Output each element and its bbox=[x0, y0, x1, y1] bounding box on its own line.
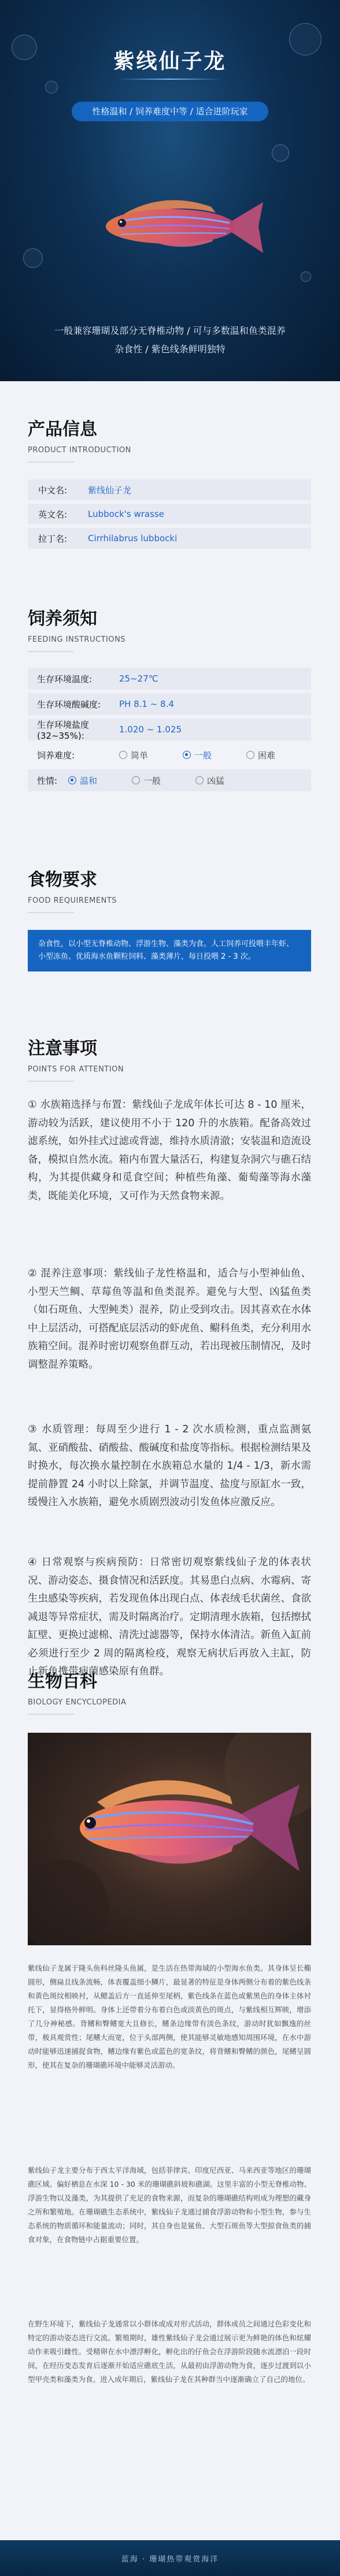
feeding-row bbox=[28, 668, 311, 690]
bio-paragraph: 紫线仙子龙属于隆头鱼科丝隆头鱼属，是生活在热带海域的小型海水鱼类。其身体呈长椭圆形，侧扁且线条流畅，体表覆盖细小鳞片，最显著的特征是身体两侧分布着的紫色线条和黄色斑纹相映衬，从鳃盖后方一直延伸至尾柄，紫色线条在蓝色或紫黑色的身体主体衬托下，显得格外鲜明。身体上还带着分布着白色或淡黄色的斑点，与紫线相互辉映，增添了几分神秘感。背鳍和臀鳍宽大且修长，鳍条边缘带有淡色条纹，游动时犹如飘逸的丝带，极具观赏性；尾鳍大而宽，位于头部两侧，使其能够灵敏地感知周围环境，在水中游动时能够迅速捕捉食物，鳍边缘有紫色或蓝色的宽条纹，将背鳍和臀鳍的颜色，尾鳍呈圆形，使其在复杂的珊瑚礁环境中能够灵活游动。 bbox=[28, 1964, 311, 2069]
difficulty-option-easy[interactable] bbox=[119, 749, 148, 761]
divider bbox=[28, 651, 74, 652]
temperament-row bbox=[28, 769, 311, 791]
divider bbox=[28, 1714, 74, 1715]
row-label: 生存环境温度: bbox=[37, 673, 93, 684]
bubble bbox=[23, 248, 43, 268]
temperament-option-normal[interactable] bbox=[132, 775, 161, 787]
row-label: 拉丁名: bbox=[38, 533, 68, 544]
feeding-table bbox=[28, 668, 311, 795]
feeding-row bbox=[28, 719, 311, 740]
option-label: 凶猛 bbox=[207, 775, 225, 786]
hero-title: 紫线仙子龙 bbox=[113, 50, 227, 73]
option-label: 简单 bbox=[131, 750, 149, 761]
hero-description-1: 一般兼容珊瑚及部分无脊椎动物 / 可与多数温和鱼类混养 bbox=[54, 325, 286, 336]
option-label: 一般 bbox=[194, 750, 212, 761]
fish-photo-illustration bbox=[28, 1733, 311, 1945]
radio-icon bbox=[195, 776, 204, 784]
row-value: Cirrhilabrus lubbocki bbox=[88, 533, 178, 544]
bio-paragraph: 紫线仙子龙主要分布于西太平洋海域，包括菲律宾、印度尼西亚、马来西亚等地区的珊瑚礁区域。偏好栖息在水深 10 - 30 米的珊瑚礁斜坡和礁湖。这里丰富的小型无脊椎动物、浮游生物以及藻类，为其提供了充足的食物来源，而复杂的珊瑚礁结构则成为理想的藏身之所和繁殖地。在珊瑚礁生态系统中，紫线仙子龙通过捕食浮游动物和小型生物，参与生态系统的物质循环和能量流动；同时，其自身也是鲨鱼、大型石斑鱼等大型掠食鱼类的捕食对象，在食物链中占据重要位置。 bbox=[28, 2166, 311, 2244]
info-row bbox=[28, 528, 311, 549]
hero-banner bbox=[0, 0, 340, 381]
temperament-option-fierce[interactable] bbox=[195, 775, 224, 787]
row-label: 英文名: bbox=[38, 509, 68, 520]
section-subtitle: FOOD REQUIREMENTS bbox=[28, 896, 117, 905]
section-title: 产品信息 bbox=[28, 419, 97, 440]
footer bbox=[0, 2540, 340, 2576]
note-paragraph: ① 水族箱选择与布置：紫线仙子龙成年体长可达 8 - 10 厘米，游动较为活跃，建议使用不小于 120 升的水族箱。配备高效过滤系统，如外挂式过滤或背滤，维持水质清澈；安装温和造流设备，模拟自然水流。箱内布置大量活石，构建复杂洞穴与礁石结构，为其提供藏身和觅食空间；种植些角藻、葡萄藻等海水藻类，既能美化环境，又可作为天然食物来源。 bbox=[28, 1099, 311, 1202]
row-label: 生存环境盐度(32~35%): bbox=[37, 719, 90, 741]
note-paragraph: ② 混养注意事项：紫线仙子龙性格温和，适合与小型神仙鱼、小型天竺鲷、草莓鱼等温和鱼类混养。避免与大型、凶猛鱼类（如石斑鱼、大型鲀类）混养，防止受到攻击。因其喜欢在水体中上层活动，可搭配底层活动的虾虎鱼、鳚科鱼类，充分利用水族箱空间。混养时密切观察鱼群互动，若出现被压制情况，及时调整混养策略。 bbox=[28, 1268, 311, 1371]
row-label: 中文名: bbox=[38, 485, 68, 496]
row-value: PH 8.1 ~ 8.4 bbox=[119, 699, 174, 709]
bio-paragraph: 在野生环境下，紫线仙子龙通常以小群体或成对形式活动，群体成员之间通过色彩变化和特定的游动姿态进行交流。繁殖期时，雄性紫线仙子龙会通过展示更为鲜艳的体色和炫耀动作来吸引雌性。受精卵在水中漂浮孵化，孵化出的仔鱼会在浮游阶段随水流漂泊一段时间，在经历变态发育后逐渐开始适应礁底生活，从最初由浮游动物为食，逐步过渡到以小型甲壳类和藻类为食。进入成年期后，紫线仙子龙在其种群当中逐渐确立了自己的地位。 bbox=[28, 2320, 311, 2384]
hero-description-2: 杂食性 / 紫色线条鲜明独特 bbox=[114, 344, 226, 355]
footer-text: 蓝海 · 珊瑚热带观赏海洋 bbox=[121, 2555, 219, 2564]
row-label: 饲养难度: bbox=[37, 750, 75, 761]
bio-section bbox=[0, 1667, 340, 1715]
difficulty-row bbox=[28, 744, 311, 766]
bubble bbox=[45, 81, 58, 94]
divider bbox=[28, 1081, 74, 1082]
divider bbox=[28, 461, 74, 463]
row-label: 性情: bbox=[37, 775, 58, 786]
food-section bbox=[0, 865, 340, 913]
fish-photo bbox=[28, 1733, 311, 1945]
product-info-section bbox=[0, 415, 340, 463]
section-title: 饲养须知 bbox=[28, 609, 97, 629]
radio-icon bbox=[68, 776, 76, 784]
option-label: 困难 bbox=[258, 750, 276, 761]
note-paragraph: ③ 水质管理：每周至少进行 1 - 2 次水质检测，重点监测氨氮、亚硝酸盐、硝酸盐、酸碱度和盐度等指标。根据检测结果及时换水，每次换水量控制在水族箱总水量的 1/4 - 1/3，新水需提前静置 24 小时以上除氯，并调节温度、盐度与原缸水一致，缓慢注入水族箱，避免水质剧烈波动引发鱼体应激反应。 bbox=[28, 1424, 311, 1508]
option-label: 温和 bbox=[80, 775, 98, 786]
option-label: 一般 bbox=[143, 775, 161, 786]
fish-illustration bbox=[78, 173, 269, 277]
difficulty-option-medium[interactable] bbox=[183, 749, 212, 761]
section-title: 食物要求 bbox=[28, 870, 97, 890]
radio-icon bbox=[132, 776, 140, 784]
section-subtitle: POINTS FOR ATTENTION bbox=[28, 1065, 124, 1074]
row-label: 生存环境酸碱度: bbox=[37, 699, 101, 710]
note-paragraph: ④ 日常观察与疾病预防：日常密切观察紫线仙子龙的体表状况、游动姿态、摄食情况和活跃度。其易患白点病、水霉病、寄生虫感染等疾病，若发现鱼体出现白点、体表绒毛状菌丝、食欲减退等异常症状，需及时隔离治疗。定期清理水族箱，包括擦拭缸壁、更换过滤棉、清洗过滤器等，保持水体清洁。新鱼入缸前必须进行至少 2 周的隔离检疫，观察无病状后再放入主缸，防止新鱼携带病菌感染原有鱼群。 bbox=[28, 1557, 311, 1677]
row-value: 紫线仙子龙 bbox=[88, 485, 132, 496]
section-subtitle: FEEDING INSTRUCTIONS bbox=[28, 635, 126, 644]
temperament-option-mild[interactable] bbox=[68, 775, 97, 787]
hero-tag: 性格温和 / 饲养难度中等 / 适合进阶玩家 bbox=[72, 102, 268, 121]
difficulty-option-hard[interactable] bbox=[246, 749, 275, 761]
section-subtitle: BIOLOGY ENCYCLOPEDIA bbox=[28, 1698, 127, 1707]
row-value: 25~27℃ bbox=[119, 673, 158, 684]
bubble bbox=[301, 271, 311, 282]
radio-icon bbox=[183, 751, 191, 759]
product-info-table bbox=[28, 479, 311, 552]
row-value: 1.020 ~ 1.025 bbox=[119, 724, 182, 735]
radio-icon bbox=[119, 751, 127, 759]
notes-section bbox=[0, 1034, 340, 1082]
feeding-row bbox=[28, 693, 311, 715]
section-title: 生物百科 bbox=[28, 1672, 97, 1692]
bubble bbox=[272, 144, 289, 162]
section-subtitle: PRODUCT INTRODUCTION bbox=[28, 446, 131, 455]
info-row bbox=[28, 479, 311, 500]
divider bbox=[28, 912, 74, 913]
info-row bbox=[28, 504, 311, 524]
radio-icon bbox=[246, 751, 254, 759]
title-underline bbox=[118, 79, 222, 80]
row-value: Lubbock's wrasse bbox=[88, 509, 164, 519]
feeding-section bbox=[0, 604, 340, 652]
section-title: 注意事项 bbox=[28, 1038, 97, 1059]
food-description: 杂食性，以小型无脊椎动物、浮游生物、藻类为食。人工饲养可投喂丰年虾、小型冻鱼、优质海水鱼颗粒饲料、藻类薄片，每日投喂 2 - 3 次。 bbox=[28, 930, 311, 971]
